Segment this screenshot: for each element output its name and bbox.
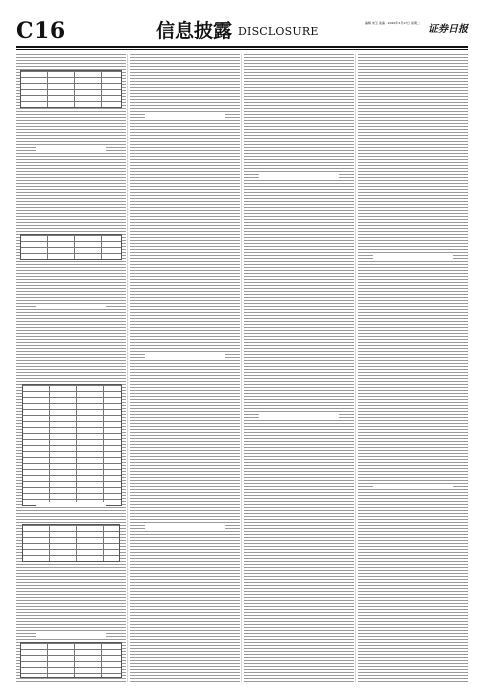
column-separator xyxy=(127,54,128,682)
masthead-rule-thin xyxy=(16,49,468,50)
section-heading xyxy=(36,502,106,507)
data-table xyxy=(20,234,122,260)
section-title-english: DISCLOSURE xyxy=(238,25,319,38)
section-heading xyxy=(145,354,225,359)
text-column-2 xyxy=(130,54,240,682)
column-separator xyxy=(241,54,242,682)
page-number: C16 xyxy=(16,18,66,44)
text-column-4 xyxy=(358,54,468,682)
masthead xyxy=(16,18,468,44)
section-heading xyxy=(145,114,225,119)
section-heading xyxy=(36,632,106,637)
issue-meta: 编辑 刘玉 美编 · 2020年3月17日 星期二 xyxy=(364,21,420,25)
newspaper-logo: 证券日报 xyxy=(428,24,468,35)
section-heading xyxy=(36,304,106,309)
section-title-chinese: 信息披露 xyxy=(156,20,233,42)
column-separator xyxy=(355,54,356,682)
data-table xyxy=(20,70,122,108)
text-column-3 xyxy=(244,54,354,682)
masthead-rule-thick xyxy=(16,46,468,48)
body-columns xyxy=(16,54,468,682)
section-heading xyxy=(373,254,453,259)
section-heading xyxy=(259,174,339,179)
data-table xyxy=(20,642,122,678)
data-table xyxy=(22,384,122,506)
section-heading xyxy=(145,524,225,529)
section-heading xyxy=(373,484,453,489)
section-heading xyxy=(259,414,339,419)
data-table xyxy=(22,524,120,562)
section-heading xyxy=(36,146,106,151)
text-column-1 xyxy=(16,54,126,682)
